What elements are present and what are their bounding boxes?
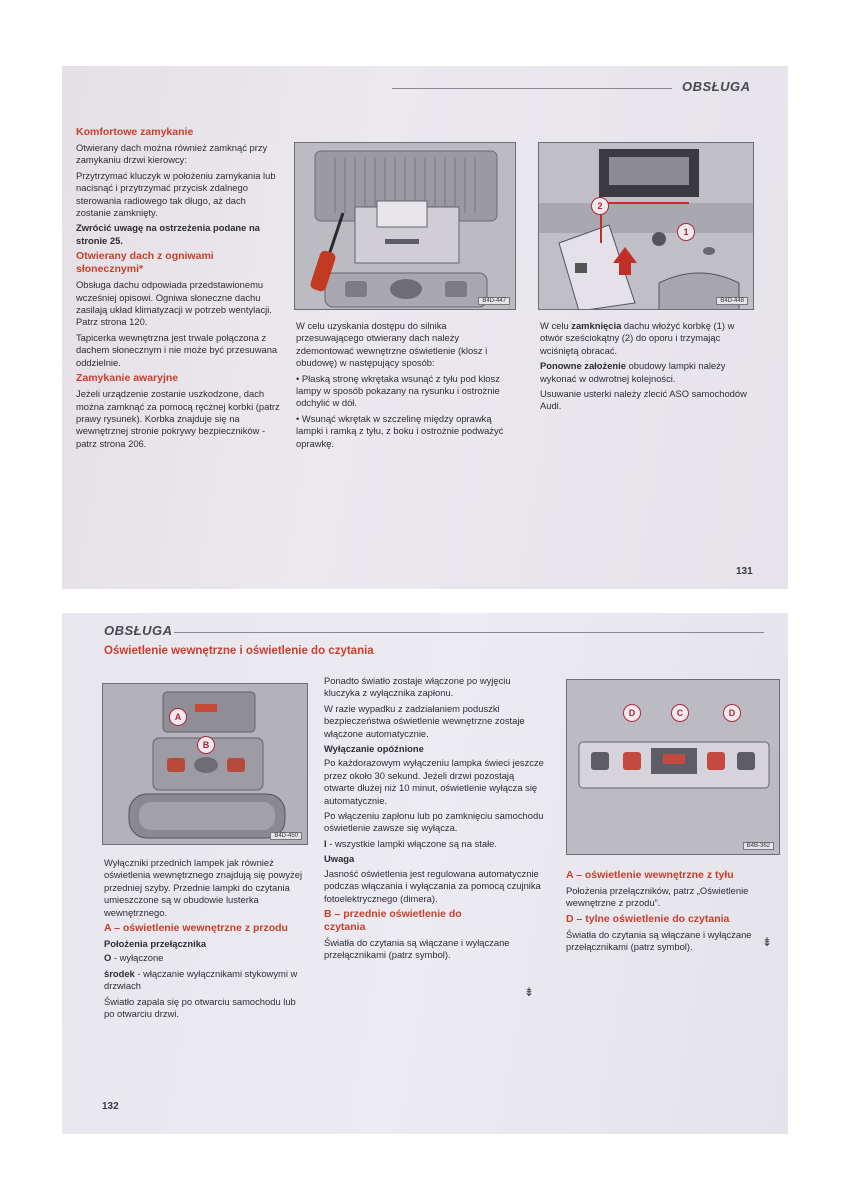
- callout-2: 2: [591, 197, 609, 215]
- paragraph: Otwierany dach można również zamknąć przy zamykaniu drzwi kierowcy:: [76, 142, 268, 166]
- paragraph: Tapicerka wewnętrzna jest trwale połączona z dachem słonecznym i nie może być przesuwana oddzielnie.: [76, 331, 278, 368]
- text-run-bold: zamknięcia: [571, 320, 622, 331]
- paragraph: Światła do czytania są włączane i wyłączane przełącznikami (patrz symbol).: [566, 928, 752, 953]
- paragraph: Ponadto światło zostaje włączone po wyjęciu kluczyka z wyłącznika zapłonu.: [324, 675, 511, 699]
- heading-emergency: Zamykanie awaryjne: [76, 372, 179, 385]
- paragraph: Po włączeniu zapłonu lub po zamknięciu samochodu oświetlenie zawsze się wyłącza.: [324, 810, 544, 834]
- position-key: środek: [104, 967, 135, 979]
- heading-komfortowe: Komfortowe zamykanie: [76, 126, 194, 138]
- paragraph: Światło zapala się po otwarciu samochodu lub po otwarciu drzwi.: [104, 995, 296, 1020]
- switch-position-middle: [104, 968, 308, 993]
- lamp-removal-illustration: [295, 143, 516, 310]
- bullet-item: • Wsunąć wkrętak w szczelinę między oprawką lampki i ramką z tyłu, z boku i ostrożnie podważyć oprawkę.: [296, 413, 516, 450]
- position-text: - wszystkie lampki włączone są na stałe.: [326, 837, 497, 849]
- paragraph: Obsługa dachu odpowiada przedstawionemu wcześniej opisowi. Ogniwa słoneczne dachu zasilają układ klimatyzacji w potrzeb wentylacji. Patrz strona 120.: [76, 279, 272, 328]
- heading-rear-interior: A – oświetlenie wewnętrzne z tyłu: [566, 869, 734, 881]
- callout-d-right: D: [723, 704, 741, 722]
- figure-code: B4D-448: [716, 297, 748, 305]
- switch-position-off: [104, 952, 308, 964]
- figure-lamp-screwdriver: [294, 142, 516, 310]
- subheading-note: Uwaga: [324, 853, 355, 865]
- paragraph: Wyłączniki przednich lampek jak również oświetlenia wewnętrznego znajdują się powyżej przedniej szyby. Przednie lampki do czytania umieszczone są w obudowie lusterka wewnętrznego.: [104, 857, 303, 918]
- text-run: W celu: [540, 320, 572, 331]
- switch-position-on: [324, 838, 546, 850]
- figure-front-lights: [102, 683, 308, 845]
- page-number: 131: [736, 566, 753, 577]
- text-column-1: [76, 124, 280, 453]
- callout-c: C: [671, 704, 689, 722]
- text-run: dachu włożyć korbkę (1) w otwór sześciokątny (2) do oporu i trzymając wciśniętą obracać.: [540, 320, 735, 356]
- text-column-2: [324, 675, 546, 965]
- paragraph: Położenia przełączników, patrz „Oświetlenie wewnętrzne z przodu”.: [566, 885, 749, 909]
- subheading-delayed-off: Wyłączanie opóźnione: [324, 743, 424, 755]
- figure-code: B4B-362: [743, 842, 774, 850]
- figure-crank: [538, 142, 754, 310]
- crank-illustration: [539, 143, 754, 310]
- warning-note: Zwrócić uwagę na ostrzeżenia podane na stronie 25.: [76, 222, 260, 246]
- text-column-3: [540, 320, 754, 416]
- text-run-bold: Ponowne założenie: [540, 360, 626, 372]
- paragraph: Usuwanie usterki należy zlecić ASO samochodów Audi.: [540, 388, 747, 412]
- text-column-3: [566, 867, 780, 957]
- header-rule: [174, 632, 764, 633]
- paragraph: Po każdorazowym wyłączeniu lampka świeci jeszcze przez około 30 sekund. Jeżeli drzwi pozostają otwarte dłużej niż 10 minut, oświetlenie wyłącza się automatycznie.: [324, 757, 544, 806]
- manual-page-132: [62, 613, 788, 1134]
- section-title: Oświetlenie wewnętrzne i oświetlenie do czytania: [104, 645, 374, 657]
- figure-code: B4D-450: [270, 832, 302, 840]
- header-rule: [392, 88, 672, 89]
- position-key: O: [104, 952, 112, 964]
- paragraph: Jasność oświetlenia jest regulowana automatycznie podczas włączania i wyłączania za pomocą czujnika fotoelektrycznego (dimera).: [324, 867, 541, 904]
- paragraph-reinstall: [540, 360, 754, 385]
- position-text: - włączanie wyłącznikami stykowymi w drzwiach: [104, 967, 298, 992]
- callout-b: B: [197, 736, 215, 754]
- position-key: I: [324, 837, 327, 849]
- heading-rear-reading: D – tylne oświetlenie do czytania: [566, 912, 730, 925]
- callout-d-left: D: [623, 704, 641, 722]
- position-text: - wyłączone: [111, 952, 164, 964]
- page-number: 132: [102, 1101, 119, 1112]
- heading-front-interior: A – oświetlenie wewnętrzne z przodu: [104, 922, 288, 935]
- figure-rear-lights: [566, 679, 780, 855]
- paragraph: W razie wypadku z zadziałaniem poduszki bezpieczeństwa oświetlenie wewnętrzne zostaje włączone automatycznie.: [324, 702, 525, 739]
- paragraph: W celu uzyskania dostępu do silnika przesuwającego otwierany dach należy zdemontować wewnętrzne oświetlenie (klosz i obudowę) w następujący sposób:: [296, 320, 488, 369]
- page-header: OBSŁUGA: [104, 623, 173, 638]
- reading-light-symbol-icon: ⇟: [762, 935, 773, 949]
- figure-code: B4D-447: [478, 297, 510, 305]
- paragraph: Światła do czytania są włączane i wyłączane przełącznikami (patrz symbol).: [324, 936, 510, 961]
- heading-front-reading: B – przednie oświetlenie do czytania: [324, 907, 462, 933]
- text-column-2: [296, 320, 516, 453]
- callout-a: A: [169, 708, 187, 726]
- callout-1: 1: [677, 223, 695, 241]
- text-run: obudowy lampki należy wykonać w odwrotnej kolejności.: [540, 360, 726, 384]
- paragraph: Jeżeli urządzenie zostanie uszkodzone, dach można zamknąć za pomocą ręcznej korbki (patrz prawy rysunek). Korbka znajduje się na wewnętrznej stronie pokrywy bezpieczników - patrz strona 206.: [76, 388, 280, 449]
- front-lights-illustration: [103, 684, 308, 845]
- paragraph-close: [540, 320, 754, 357]
- manual-page-131: [62, 66, 788, 589]
- heading-solar-roof: Otwierany dach z ogniwami słonecznymi*: [76, 250, 214, 276]
- text-column-1: [104, 857, 308, 1023]
- paragraph: Przytrzymać kluczyk w położeniu zamykania lub nacisnąć i przytrzymać przycisk zdalnego sterowania radiowego tak długo, aż dach zostanie zamknięty.: [76, 169, 276, 219]
- subheading-switch-positions: Położenia przełącznika: [104, 938, 207, 950]
- reading-light-symbol-icon: ⇟: [524, 985, 535, 999]
- page-header: OBSŁUGA: [682, 79, 751, 94]
- bullet-item: • Płaską stronę wkrętaka wsunąć z tyłu pod klosz lampy w sposób pokazany na rysunku i ostrożnie odchylić w dół.: [296, 373, 516, 410]
